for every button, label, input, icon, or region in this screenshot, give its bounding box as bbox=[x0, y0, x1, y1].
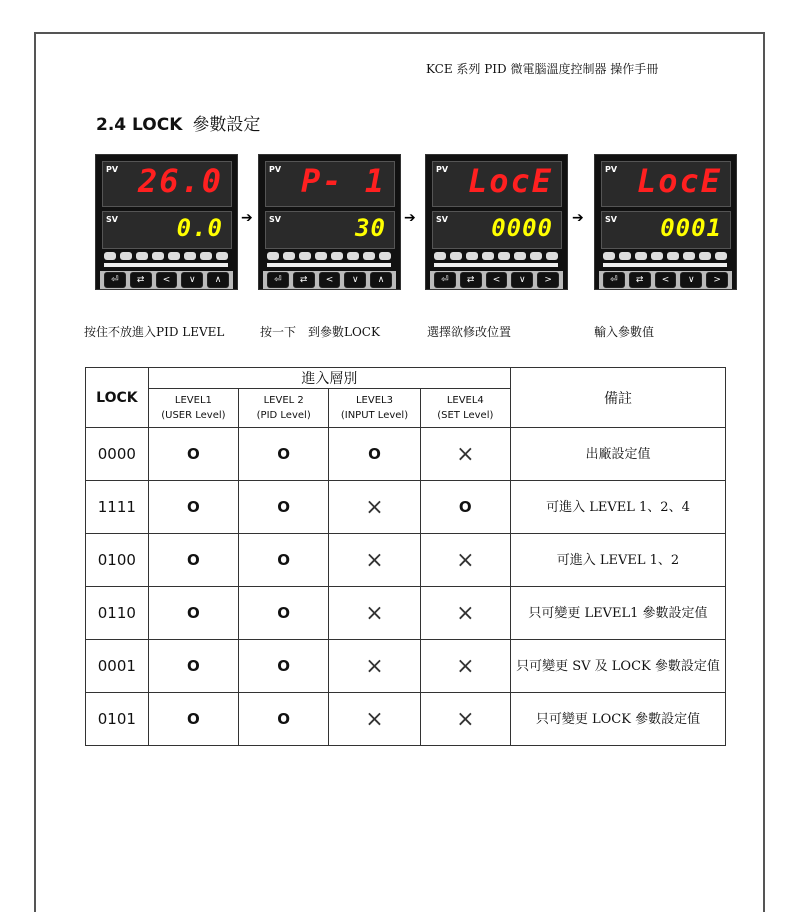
level-mark: O bbox=[148, 693, 238, 746]
button-row bbox=[100, 271, 233, 289]
row-note: 只可變更 LEVEL1 參數設定值 bbox=[510, 587, 725, 640]
controller-panel-2 bbox=[258, 154, 401, 290]
set-button[interactable]: ⏎ bbox=[603, 272, 625, 288]
page-header: KCE 系列 PID 微電腦溫度控制器 操作手冊 bbox=[426, 62, 659, 76]
section-title bbox=[96, 110, 260, 135]
section-number-title: 2.4 LOCK bbox=[96, 115, 183, 135]
sv-display bbox=[601, 211, 731, 249]
down-button[interactable]: ∨ bbox=[680, 272, 702, 288]
level-mark: O bbox=[239, 481, 329, 534]
down-button[interactable]: ∨ bbox=[181, 272, 203, 288]
level-mark: O bbox=[239, 587, 329, 640]
lock-code: 1111 bbox=[86, 481, 149, 534]
level-mark: O bbox=[420, 481, 510, 534]
level-mark: × bbox=[420, 428, 510, 481]
table-row bbox=[86, 587, 726, 640]
down-button[interactable]: ∨ bbox=[344, 272, 366, 288]
row-note: 可進入 LEVEL 1、2、4 bbox=[510, 481, 725, 534]
table-row bbox=[86, 640, 726, 693]
shift-button[interactable]: < bbox=[319, 272, 341, 288]
level-mark: × bbox=[329, 693, 420, 746]
status-leds bbox=[267, 252, 391, 260]
pv-label: PV bbox=[106, 165, 119, 174]
shift-button[interactable]: < bbox=[655, 272, 677, 288]
pv-value: LocE bbox=[636, 162, 722, 200]
header-level-3: LEVEL3 (INPUT Level) bbox=[329, 389, 420, 428]
table-row bbox=[86, 693, 726, 746]
header-level-4: LEVEL4 (SET Level) bbox=[420, 389, 510, 428]
sv-value: 0.0 bbox=[176, 214, 223, 242]
status-leds bbox=[603, 252, 727, 260]
set-button[interactable]: ⏎ bbox=[434, 272, 456, 288]
level-mark: × bbox=[420, 534, 510, 587]
sv-display bbox=[102, 211, 232, 249]
caption-step-1: 按住不放進入PID LEVEL bbox=[84, 325, 225, 339]
up-button[interactable]: > bbox=[537, 272, 559, 288]
output-bar bbox=[603, 263, 727, 267]
section-title-cjk: 參數設定 bbox=[192, 115, 261, 135]
button-row bbox=[430, 271, 563, 289]
caption-step-2: 按一下 到參數LOCK bbox=[260, 325, 380, 339]
level-mark: O bbox=[239, 534, 329, 587]
lock-code: 0001 bbox=[86, 640, 149, 693]
sv-label: SV bbox=[605, 215, 617, 224]
caption-step-3: 選擇欲修改位置 bbox=[427, 325, 512, 339]
button-row bbox=[263, 271, 396, 289]
pv-display bbox=[102, 161, 232, 207]
level-mark: × bbox=[329, 587, 420, 640]
arrow-icon: ➔ bbox=[241, 210, 253, 226]
header-lock: LOCK bbox=[86, 368, 149, 428]
status-leds bbox=[104, 252, 228, 260]
table-row bbox=[86, 428, 726, 481]
level-mark: × bbox=[420, 693, 510, 746]
sv-label: SV bbox=[269, 215, 281, 224]
level-mark: O bbox=[148, 481, 238, 534]
sv-value: 0000 bbox=[491, 214, 553, 242]
mode-button[interactable]: ⇄ bbox=[460, 272, 482, 288]
level-mark: O bbox=[239, 428, 329, 481]
pv-value: P- 1 bbox=[300, 162, 386, 200]
output-bar bbox=[267, 263, 391, 267]
level-mark: × bbox=[420, 640, 510, 693]
header-note: 備註 bbox=[510, 368, 725, 428]
mode-button[interactable]: ⇄ bbox=[130, 272, 152, 288]
arrow-icon: ➔ bbox=[572, 210, 584, 226]
shift-button[interactable]: < bbox=[486, 272, 508, 288]
mode-button[interactable]: ⇄ bbox=[629, 272, 651, 288]
lock-code: 0110 bbox=[86, 587, 149, 640]
output-bar bbox=[104, 263, 228, 267]
header-group: 進入層別 bbox=[148, 368, 510, 389]
shift-button[interactable]: < bbox=[156, 272, 178, 288]
sv-label: SV bbox=[106, 215, 118, 224]
controller-panel-4 bbox=[594, 154, 737, 290]
row-note: 只可變更 SV 及 LOCK 參數設定值 bbox=[510, 640, 725, 693]
pv-display bbox=[601, 161, 731, 207]
level-mark: O bbox=[148, 640, 238, 693]
controller-panel-1 bbox=[95, 154, 238, 290]
up-button[interactable]: > bbox=[706, 272, 728, 288]
level-mark: × bbox=[329, 640, 420, 693]
table-row bbox=[86, 534, 726, 587]
sv-value: 0001 bbox=[660, 214, 722, 242]
pv-display bbox=[432, 161, 562, 207]
level-mark: × bbox=[329, 481, 420, 534]
sv-display bbox=[265, 211, 395, 249]
level-mark: × bbox=[420, 587, 510, 640]
level-mark: O bbox=[148, 587, 238, 640]
pv-value: LocE bbox=[467, 162, 553, 200]
up-button[interactable]: ∧ bbox=[207, 272, 229, 288]
mode-button[interactable]: ⇄ bbox=[293, 272, 315, 288]
row-note: 只可變更 LOCK 參數設定值 bbox=[510, 693, 725, 746]
lock-code: 0100 bbox=[86, 534, 149, 587]
down-button[interactable]: ∨ bbox=[511, 272, 533, 288]
status-leds bbox=[434, 252, 558, 260]
sv-display bbox=[432, 211, 562, 249]
header-level-1: LEVEL1 (USER Level) bbox=[148, 389, 238, 428]
set-button[interactable]: ⏎ bbox=[267, 272, 289, 288]
pv-label: PV bbox=[605, 165, 618, 174]
lock-table bbox=[85, 367, 726, 746]
set-button[interactable]: ⏎ bbox=[104, 272, 126, 288]
level-mark: O bbox=[148, 534, 238, 587]
button-row bbox=[599, 271, 732, 289]
pv-label: PV bbox=[436, 165, 449, 174]
sv-label: SV bbox=[436, 215, 448, 224]
row-note: 可進入 LEVEL 1、2 bbox=[510, 534, 725, 587]
level-mark: O bbox=[148, 428, 238, 481]
header-level-2: LEVEL 2 (PID Level) bbox=[239, 389, 329, 428]
table-row bbox=[86, 481, 726, 534]
pv-display bbox=[265, 161, 395, 207]
arrow-icon: ➔ bbox=[404, 210, 416, 226]
pv-label: PV bbox=[269, 165, 282, 174]
level-mark: O bbox=[329, 428, 420, 481]
caption-step-4: 輸入參數值 bbox=[594, 325, 655, 339]
pv-value: 26.0 bbox=[137, 162, 223, 200]
up-button[interactable]: ∧ bbox=[370, 272, 392, 288]
output-bar bbox=[434, 263, 558, 267]
sv-value: 30 bbox=[355, 214, 386, 242]
controller-panel-3 bbox=[425, 154, 568, 290]
level-mark: × bbox=[329, 534, 420, 587]
level-mark: O bbox=[239, 693, 329, 746]
row-note: 出廠設定值 bbox=[510, 428, 725, 481]
lock-code: 0000 bbox=[86, 428, 149, 481]
lock-code: 0101 bbox=[86, 693, 149, 746]
level-mark: O bbox=[239, 640, 329, 693]
